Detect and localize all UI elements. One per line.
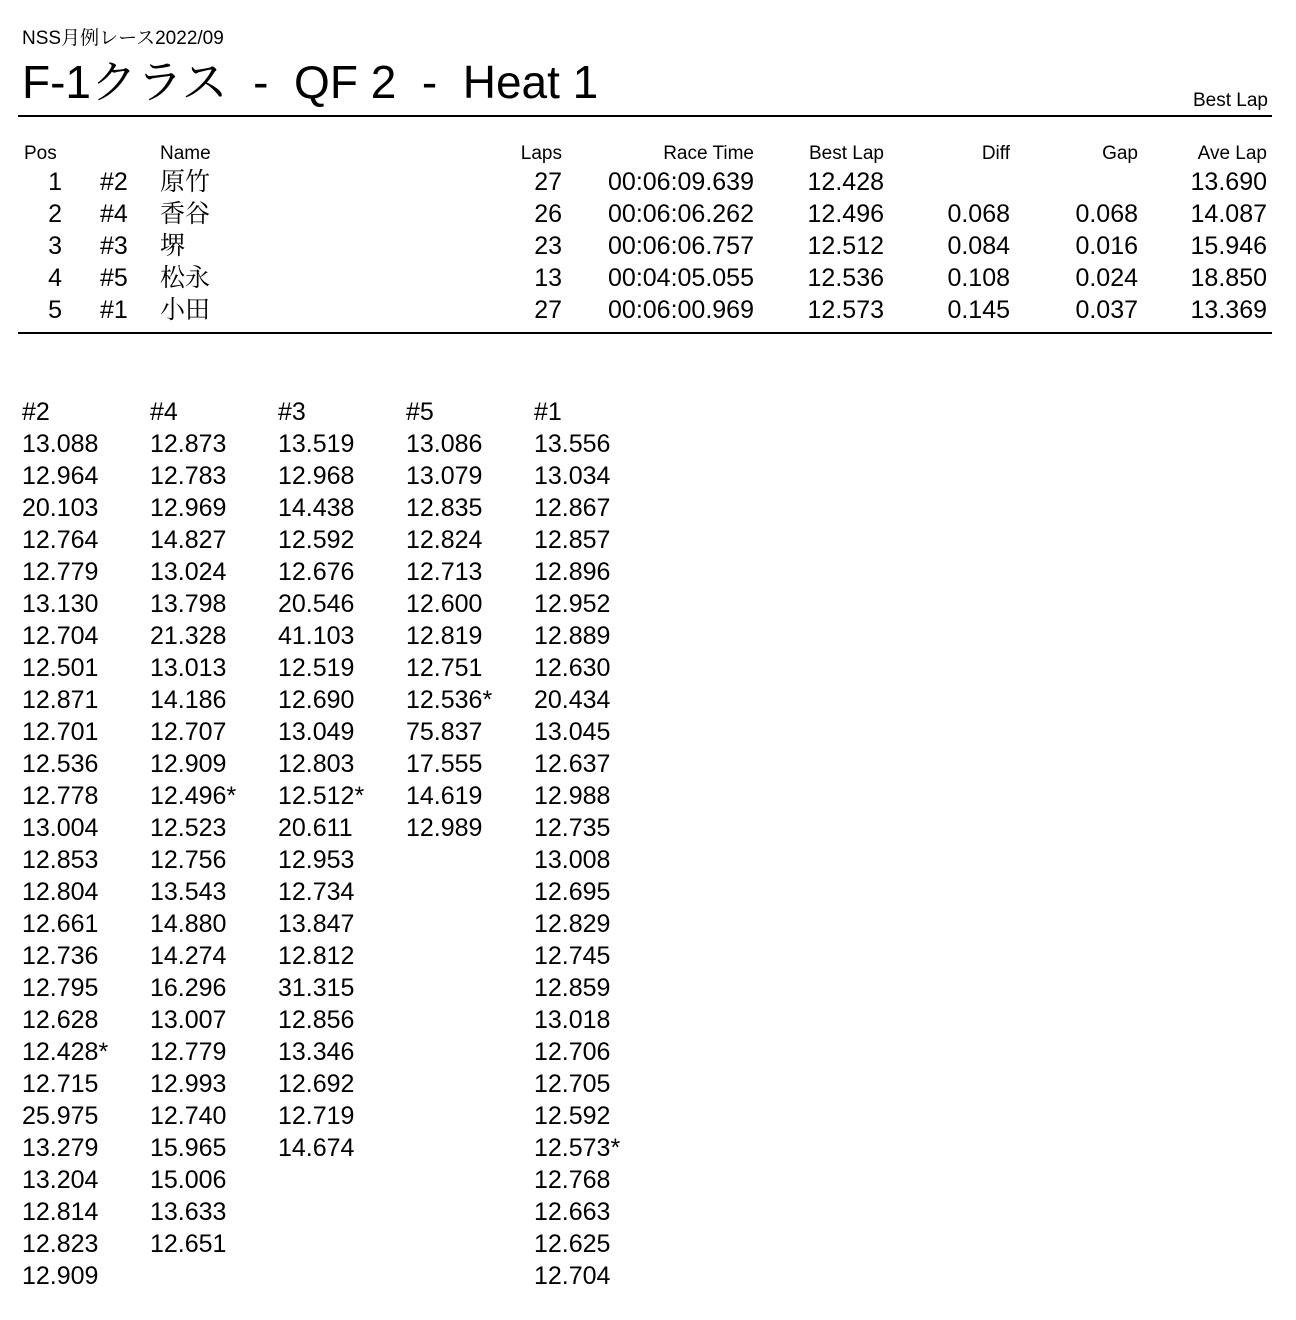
- lap-time: 12.756: [150, 846, 227, 874]
- lap-column-car-number: #5: [406, 398, 434, 426]
- lap-time: 14.880: [150, 910, 227, 938]
- lap-time: 12.713: [406, 558, 483, 586]
- bottom-divider: [18, 332, 1272, 334]
- lap-time: 13.034: [534, 462, 611, 490]
- lap-time: 31.315: [278, 974, 355, 1002]
- result-race-time: 00:06:06.757: [608, 232, 754, 260]
- lap-time: 12.715: [22, 1070, 99, 1098]
- lap-time: 14.827: [150, 526, 227, 554]
- lap-time: 16.296: [150, 974, 227, 1002]
- lap-time: 12.779: [22, 558, 99, 586]
- lap-time: 12.592: [534, 1102, 611, 1130]
- result-driver-name: 小田: [160, 296, 211, 324]
- lap-time: 12.871: [22, 686, 99, 714]
- lap-time: 12.803: [278, 750, 355, 778]
- lap-time: 12.853: [22, 846, 99, 874]
- lap-time: 12.889: [534, 622, 611, 650]
- result-best-lap: 12.573: [807, 296, 884, 324]
- lap-time: 20.546: [278, 590, 355, 618]
- lap-time: 12.819: [406, 622, 483, 650]
- result-car-number: #3: [100, 232, 128, 260]
- result-car-number: #1: [100, 296, 128, 324]
- lap-time: 75.837: [406, 718, 483, 746]
- lap-column: [22, 396, 150, 1292]
- sort-label: Best Lap: [1193, 90, 1268, 111]
- result-race-time: 00:06:09.639: [608, 168, 754, 196]
- lap-time: 13.633: [150, 1198, 227, 1226]
- result-gap: 0.037: [1075, 296, 1138, 324]
- result-laps: 23: [534, 232, 562, 260]
- result-car-number: #4: [100, 200, 128, 228]
- result-pos: 5: [48, 296, 62, 324]
- lap-time: 12.676: [278, 558, 355, 586]
- result-diff: 0.068: [947, 200, 1010, 228]
- lap-time: 12.625: [534, 1230, 611, 1258]
- result-ave-lap: 13.690: [1190, 168, 1267, 196]
- lap-column-car-number: #1: [534, 398, 562, 426]
- result-best-lap: 12.496: [807, 200, 884, 228]
- lap-time: 12.952: [534, 590, 611, 618]
- result-race-time: 00:04:05.055: [608, 264, 754, 292]
- lap-column: [534, 396, 662, 1292]
- lap-time: 12.501: [22, 654, 99, 682]
- result-driver-name: 堺: [160, 232, 186, 260]
- lap-time: 12.690: [278, 686, 355, 714]
- lap-time: 12.661: [22, 910, 99, 938]
- lap-time: 12.969: [150, 494, 227, 522]
- col-header-pos: Pos: [24, 143, 57, 164]
- lap-time: 12.734: [278, 878, 355, 906]
- result-row: [0, 166, 1296, 198]
- result-car-number: #5: [100, 264, 128, 292]
- lap-time: 12.512*: [278, 782, 365, 810]
- result-race-time: 00:06:06.262: [608, 200, 754, 228]
- lap-time: 12.823: [22, 1230, 99, 1258]
- result-best-lap: 12.512: [807, 232, 884, 260]
- lap-time: 14.674: [278, 1134, 355, 1162]
- result-row: [0, 230, 1296, 262]
- top-divider: [18, 115, 1272, 117]
- result-row: [0, 294, 1296, 326]
- lap-time: 12.989: [406, 814, 483, 842]
- lap-time: 12.857: [534, 526, 611, 554]
- lap-time: 17.555: [406, 750, 483, 778]
- event-name: NSS月例レース2022/09: [22, 28, 224, 49]
- result-gap: 0.024: [1075, 264, 1138, 292]
- lap-time: 12.812: [278, 942, 355, 970]
- result-ave-lap: 14.087: [1190, 200, 1267, 228]
- lap-time: 21.328: [150, 622, 227, 650]
- lap-time: 12.783: [150, 462, 227, 490]
- lap-time: 20.611: [278, 814, 353, 842]
- col-header-name: Name: [160, 143, 211, 164]
- lap-time: 12.968: [278, 462, 355, 490]
- lap-time: 12.719: [278, 1102, 355, 1130]
- lap-time: 12.704: [534, 1262, 611, 1290]
- lap-time: 12.829: [534, 910, 611, 938]
- lap-time: 12.964: [22, 462, 99, 490]
- lap-time: 13.556: [534, 430, 611, 458]
- lap-time: 13.004: [22, 814, 99, 842]
- col-header-ave-lap: Ave Lap: [1197, 143, 1267, 164]
- lap-time: 13.008: [534, 846, 611, 874]
- result-gap: 0.068: [1075, 200, 1138, 228]
- lap-time: 12.867: [534, 494, 611, 522]
- lap-time: 12.701: [22, 718, 99, 746]
- result-diff: 0.108: [947, 264, 1010, 292]
- lap-time: 14.274: [150, 942, 227, 970]
- lap-time: 12.523: [150, 814, 227, 842]
- col-header-gap: Gap: [1102, 143, 1138, 164]
- lap-time: 12.519: [278, 654, 355, 682]
- lap-time: 12.909: [22, 1262, 99, 1290]
- result-race-time: 00:06:00.969: [608, 296, 754, 324]
- lap-time: 13.013: [150, 654, 227, 682]
- lap-time: 12.896: [534, 558, 611, 586]
- results-table: [0, 142, 1296, 326]
- col-header-laps: Laps: [520, 143, 562, 164]
- lap-time: 12.778: [22, 782, 99, 810]
- lap-time: 13.847: [278, 910, 355, 938]
- lap-column-car-number: #2: [22, 398, 50, 426]
- result-ave-lap: 13.369: [1190, 296, 1267, 324]
- lap-time: 12.692: [278, 1070, 355, 1098]
- lap-time: 13.543: [150, 878, 227, 906]
- lap-column-car-number: #4: [150, 398, 178, 426]
- lap-time: 12.663: [534, 1198, 611, 1226]
- result-driver-name: 香谷: [160, 200, 211, 228]
- lap-time: 13.024: [150, 558, 227, 586]
- result-laps: 27: [534, 296, 562, 324]
- result-laps: 13: [534, 264, 562, 292]
- lap-time: 12.835: [406, 494, 483, 522]
- result-best-lap: 12.536: [807, 264, 884, 292]
- result-row: [0, 198, 1296, 230]
- result-car-number: #2: [100, 168, 128, 196]
- results-body: [0, 166, 1296, 326]
- results-header-row: [0, 142, 1296, 166]
- result-diff: 0.145: [947, 296, 1010, 324]
- result-pos: 3: [48, 232, 62, 260]
- col-header-diff: Diff: [981, 143, 1010, 164]
- lap-time: 12.651: [150, 1230, 227, 1258]
- lap-time: 12.740: [150, 1102, 227, 1130]
- result-pos: 1: [48, 168, 62, 196]
- lap-time: 12.536: [22, 750, 99, 778]
- lap-time: 13.519: [278, 430, 355, 458]
- lap-time: 12.735: [534, 814, 611, 842]
- lap-time: 12.707: [150, 718, 227, 746]
- lap-time: 41.103: [278, 622, 355, 650]
- lap-time: 25.975: [22, 1102, 99, 1130]
- lap-column: [150, 396, 278, 1292]
- lap-time: 12.592: [278, 526, 355, 554]
- result-gap: 0.016: [1075, 232, 1138, 260]
- lap-time: 12.779: [150, 1038, 227, 1066]
- lap-time: 12.736: [22, 942, 99, 970]
- lap-time: 12.637: [534, 750, 611, 778]
- lap-time: 12.804: [22, 878, 99, 906]
- lap-column: [406, 396, 534, 1292]
- lap-time: 14.619: [406, 782, 483, 810]
- lap-time: 20.103: [22, 494, 99, 522]
- lap-time: 12.873: [150, 430, 227, 458]
- lap-time: 14.186: [150, 686, 227, 714]
- result-ave-lap: 15.946: [1190, 232, 1267, 260]
- lap-time: 13.079: [406, 462, 483, 490]
- lap-time: 12.706: [534, 1038, 611, 1066]
- result-pos: 4: [48, 264, 62, 292]
- lap-time: 12.751: [406, 654, 483, 682]
- result-row: [0, 262, 1296, 294]
- lap-time: 13.346: [278, 1038, 355, 1066]
- lap-time: 12.536*: [406, 686, 493, 714]
- lap-time: 12.859: [534, 974, 611, 1002]
- lap-times-grid: [22, 396, 662, 1292]
- lap-time: 12.628: [22, 1006, 99, 1034]
- lap-time: 12.856: [278, 1006, 355, 1034]
- lap-time: 12.795: [22, 974, 99, 1002]
- lap-time: 12.573*: [534, 1134, 621, 1162]
- lap-time: 13.018: [534, 1006, 611, 1034]
- result-ave-lap: 18.850: [1190, 264, 1267, 292]
- lap-time: 13.798: [150, 590, 227, 618]
- result-laps: 26: [534, 200, 562, 228]
- result-pos: 2: [48, 200, 62, 228]
- lap-time: 13.204: [22, 1166, 99, 1194]
- result-diff: 0.084: [947, 232, 1010, 260]
- lap-time: 15.965: [150, 1134, 227, 1162]
- page-title: F-1クラス - QF 2 - Heat 1: [22, 56, 599, 108]
- lap-column: [278, 396, 406, 1292]
- lap-time: 13.279: [22, 1134, 99, 1162]
- lap-time: 13.130: [22, 590, 99, 618]
- lap-time: 12.988: [534, 782, 611, 810]
- lap-time: 12.993: [150, 1070, 227, 1098]
- lap-time: 12.695: [534, 878, 611, 906]
- lap-time: 13.045: [534, 718, 611, 746]
- lap-time: 12.704: [22, 622, 99, 650]
- lap-time: 12.814: [22, 1198, 99, 1226]
- lap-time: 13.049: [278, 718, 355, 746]
- lap-time: 20.434: [534, 686, 611, 714]
- lap-time: 12.764: [22, 526, 99, 554]
- result-driver-name: 松永: [160, 264, 211, 292]
- lap-time: 12.745: [534, 942, 611, 970]
- result-driver-name: 原竹: [160, 168, 211, 196]
- result-best-lap: 12.428: [807, 168, 884, 196]
- lap-time: 13.007: [150, 1006, 227, 1034]
- col-header-best-lap: Best Lap: [809, 143, 884, 164]
- lap-time: 12.768: [534, 1166, 611, 1194]
- result-laps: 27: [534, 168, 562, 196]
- col-header-race-time: Race Time: [663, 143, 754, 164]
- lap-time: 12.496*: [150, 782, 237, 810]
- lap-time: 15.006: [150, 1166, 227, 1194]
- lap-time: 12.824: [406, 526, 483, 554]
- lap-time: 12.953: [278, 846, 355, 874]
- lap-time: 12.600: [406, 590, 483, 618]
- lap-time: 12.705: [534, 1070, 611, 1098]
- lap-time: 12.909: [150, 750, 227, 778]
- lap-time: 12.630: [534, 654, 611, 682]
- lap-column-car-number: #3: [278, 398, 306, 426]
- lap-time: 13.086: [406, 430, 483, 458]
- lap-time: 14.438: [278, 494, 355, 522]
- lap-time: 13.088: [22, 430, 99, 458]
- lap-time: 12.428*: [22, 1038, 109, 1066]
